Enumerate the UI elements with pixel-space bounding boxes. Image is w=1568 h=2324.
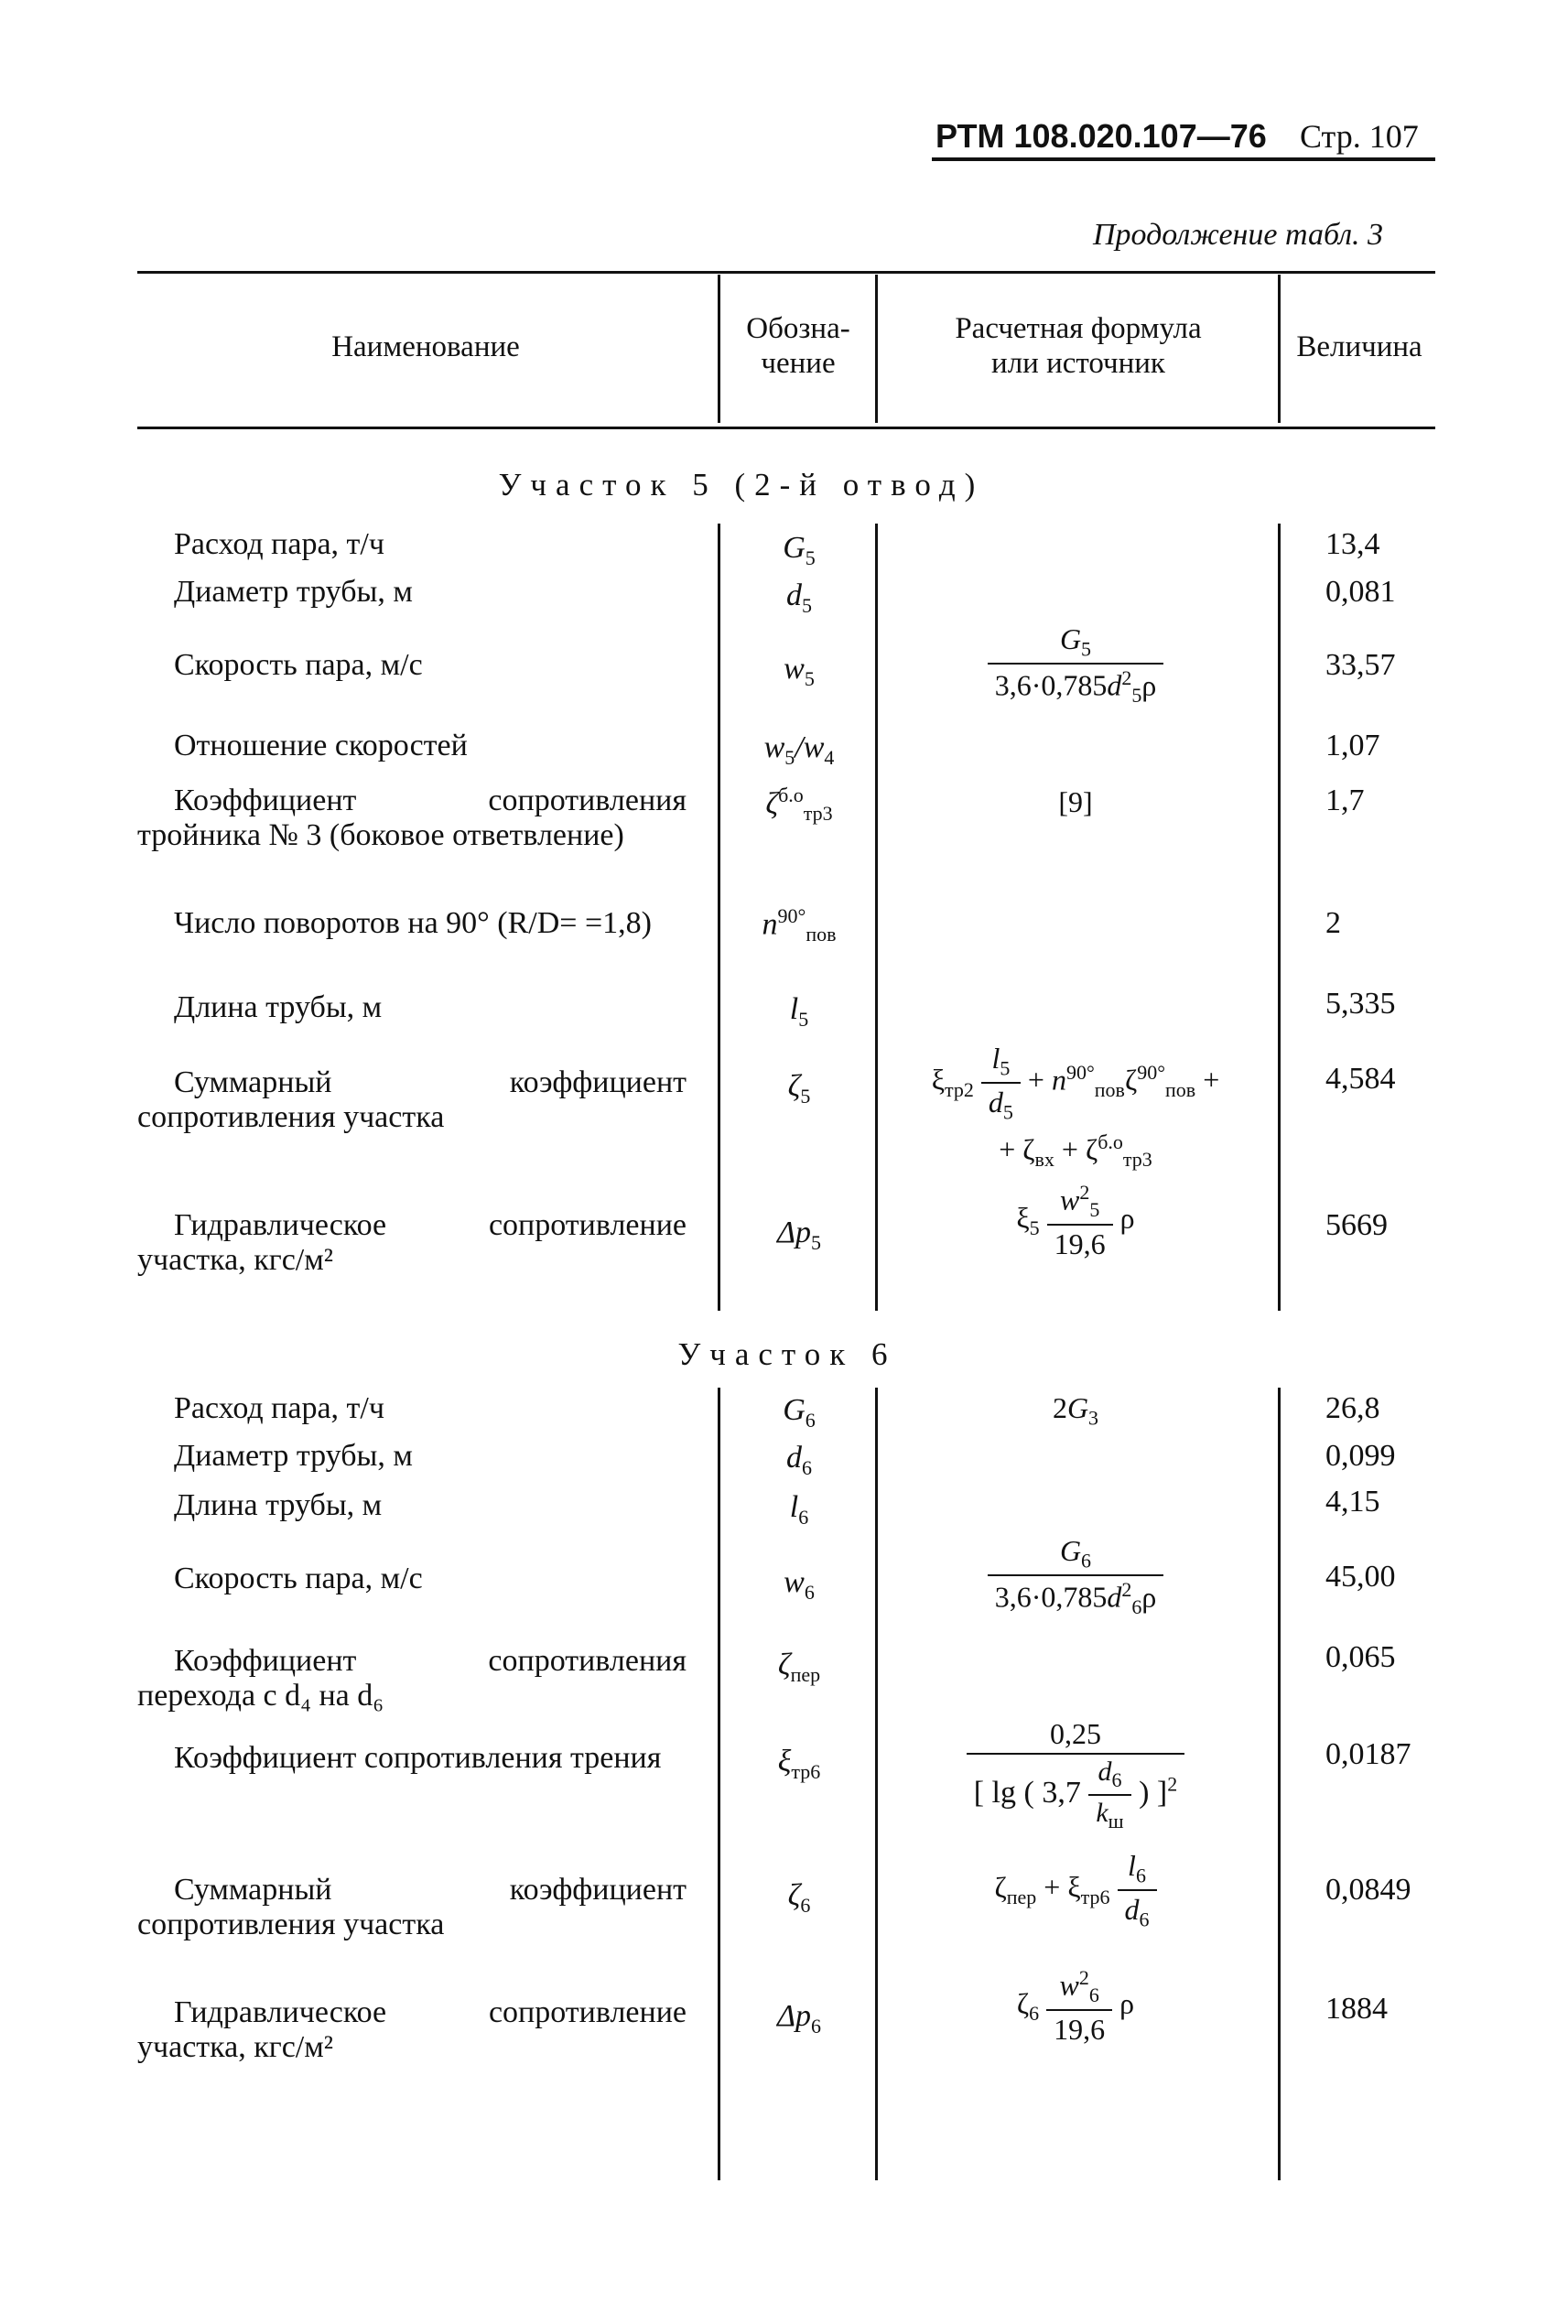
row-value: 0,0187 bbox=[1325, 1737, 1411, 1771]
row-name: Суммарный коэффициент сопротивления участка bbox=[137, 1873, 687, 1941]
row-symbol: $G_6$ bbox=[783, 1393, 816, 1432]
continuation-label: Продолжение табл. 3 bbox=[1093, 218, 1384, 252]
row-value: 0,065 bbox=[1325, 1640, 1396, 1674]
table-header-rule bbox=[137, 427, 1435, 429]
row-value: 1884 bbox=[1325, 1992, 1388, 2026]
row-value: 5,335 bbox=[1325, 987, 1396, 1021]
row-value: 0,099 bbox=[1325, 1439, 1396, 1473]
row-value: 1,07 bbox=[1325, 729, 1380, 762]
row-symbol: $l_5$ bbox=[789, 992, 809, 1031]
row-formula: $\xi_5$ $\frac{w^2_5}{19,6}$ ρ bbox=[1016, 1181, 1135, 1261]
col-header-value: Величина bbox=[1296, 330, 1422, 363]
row-name: Суммарный коэффициент сопротивления участка bbox=[137, 1065, 687, 1134]
row-formula: [9] bbox=[1058, 785, 1093, 818]
row-formula: $\zeta_{пер} + \xi_{тр6}$ $\frac{l_6}{d_6}$ bbox=[879, 1849, 1272, 1932]
row-symbol: $\Delta p_5$ bbox=[777, 1216, 821, 1254]
row-symbol: $l_6$ bbox=[789, 1490, 809, 1529]
row-formula: 0,25 [ lg ( 3,7 $\frac{d_6}{k_ш}$ ) ]$^2$ bbox=[879, 1717, 1272, 1833]
row-name: Отношение скоростей bbox=[174, 729, 468, 762]
row-name: Коэффициент сопротивления тройника № 3 (боковое ответвление) bbox=[137, 784, 687, 852]
row-symbol: $\zeta^{б.о}_{тр3}$ bbox=[765, 784, 833, 826]
row-formula: $\frac{G_5}{3,6\cdot 0,785d^2_5\rho}$ bbox=[879, 622, 1272, 708]
row-symbol: $d_6$ bbox=[786, 1441, 812, 1479]
row-name: Диаметр трубы, м bbox=[174, 575, 413, 609]
row-name: Скорость пара, м/с bbox=[174, 648, 423, 682]
row-symbol: $w_5$ bbox=[784, 652, 815, 690]
col-header-formula: Расчетная формула или источник bbox=[955, 312, 1202, 380]
header-rule bbox=[932, 157, 1435, 161]
row-value: 1,7 bbox=[1325, 784, 1365, 817]
row-symbol: $\zeta_{пер}$ bbox=[777, 1648, 821, 1686]
row-name: Число поворотов на 90° (R/D= =1,8) bbox=[174, 906, 652, 940]
row-value: 26,8 bbox=[1325, 1391, 1380, 1425]
row-name: Расход пара, т/ч bbox=[174, 527, 384, 561]
row-value: 4,584 bbox=[1325, 1062, 1396, 1096]
row-value: 45,00 bbox=[1325, 1560, 1396, 1594]
col-divider-1-s5 bbox=[718, 524, 720, 1311]
col-divider-3-s6 bbox=[1278, 1388, 1281, 2180]
row-name: Гидравлическое сопротивление участка, кгс/м² bbox=[137, 1995, 687, 2064]
row-symbol: $w_6$ bbox=[784, 1565, 815, 1604]
section-title-6: Участок 6 bbox=[677, 1336, 897, 1372]
row-value: 2 bbox=[1325, 906, 1341, 940]
row-symbol: $n^{90^\circ}_{пов}$ bbox=[762, 904, 837, 946]
row-symbol: $\zeta_6$ bbox=[787, 1878, 811, 1917]
row-symbol: $d_5$ bbox=[786, 578, 812, 617]
col-divider-3-s5 bbox=[1278, 524, 1281, 1311]
table-top-rule bbox=[137, 271, 1435, 274]
row-formula: $\frac{G_6}{3,6\cdot 0,785d^2_6\rho}$ bbox=[879, 1534, 1272, 1619]
row-value: 4,15 bbox=[1325, 1485, 1380, 1519]
row-name: Длина трубы, м bbox=[174, 990, 383, 1024]
row-symbol: $\Delta p_6$ bbox=[777, 1999, 821, 2038]
col-header-symbol: Обозна- чение bbox=[746, 312, 850, 380]
row-symbol: $w_5/w_4$ bbox=[763, 730, 835, 769]
row-name: Длина трубы, м bbox=[174, 1488, 383, 1522]
section-title-5: Участок 5 (2-й отвод) bbox=[498, 467, 985, 503]
col-header-name: Наименование bbox=[331, 330, 520, 363]
row-value: 0,081 bbox=[1325, 575, 1396, 609]
row-name: Скорость пара, м/с bbox=[174, 1562, 423, 1595]
page-number: Стр. 107 bbox=[1300, 118, 1419, 155]
col-divider-3-header bbox=[1278, 275, 1281, 423]
row-formula: $\zeta_6$ $\frac{w^2_6}{19,6}$ ρ bbox=[1016, 1966, 1135, 2047]
row-symbol: $\zeta_5$ bbox=[787, 1069, 811, 1108]
row-symbol: $G_5$ bbox=[783, 531, 816, 569]
row-formula: $2G_3$ bbox=[1052, 1391, 1099, 1430]
col-divider-1-header bbox=[718, 275, 720, 423]
row-symbol: $\xi_{тр6}$ bbox=[777, 1745, 821, 1783]
row-name: Гидравлическое сопротивление участка, кгс/м² bbox=[137, 1208, 687, 1277]
row-value: 5669 bbox=[1325, 1208, 1388, 1242]
document-id: РТМ 108.020.107—76 bbox=[935, 117, 1267, 155]
row-formula: $\xi_{тр2}$ $\frac{l_5}{d_5}$ + $n^{90^\circ}_{пов}\zeta^{90^\circ}_{пов}$ + + $\zeta_{вх} + \zeta^{б.о}_{тр3}$ bbox=[931, 1042, 1220, 1171]
row-name: Расход пара, т/ч bbox=[174, 1391, 384, 1425]
col-divider-1-s6 bbox=[718, 1388, 720, 2180]
row-name: Коэффициент сопротивления трения bbox=[174, 1741, 662, 1775]
col-divider-2-header bbox=[875, 275, 878, 423]
row-value: 0,0849 bbox=[1325, 1873, 1411, 1907]
row-value: 33,57 bbox=[1325, 648, 1396, 682]
row-name: Коэффициент сопротивления перехода с d₄ на d₆ bbox=[137, 1644, 687, 1713]
row-name: Диаметр трубы, м bbox=[174, 1439, 413, 1473]
row-value: 13,4 bbox=[1325, 527, 1380, 561]
